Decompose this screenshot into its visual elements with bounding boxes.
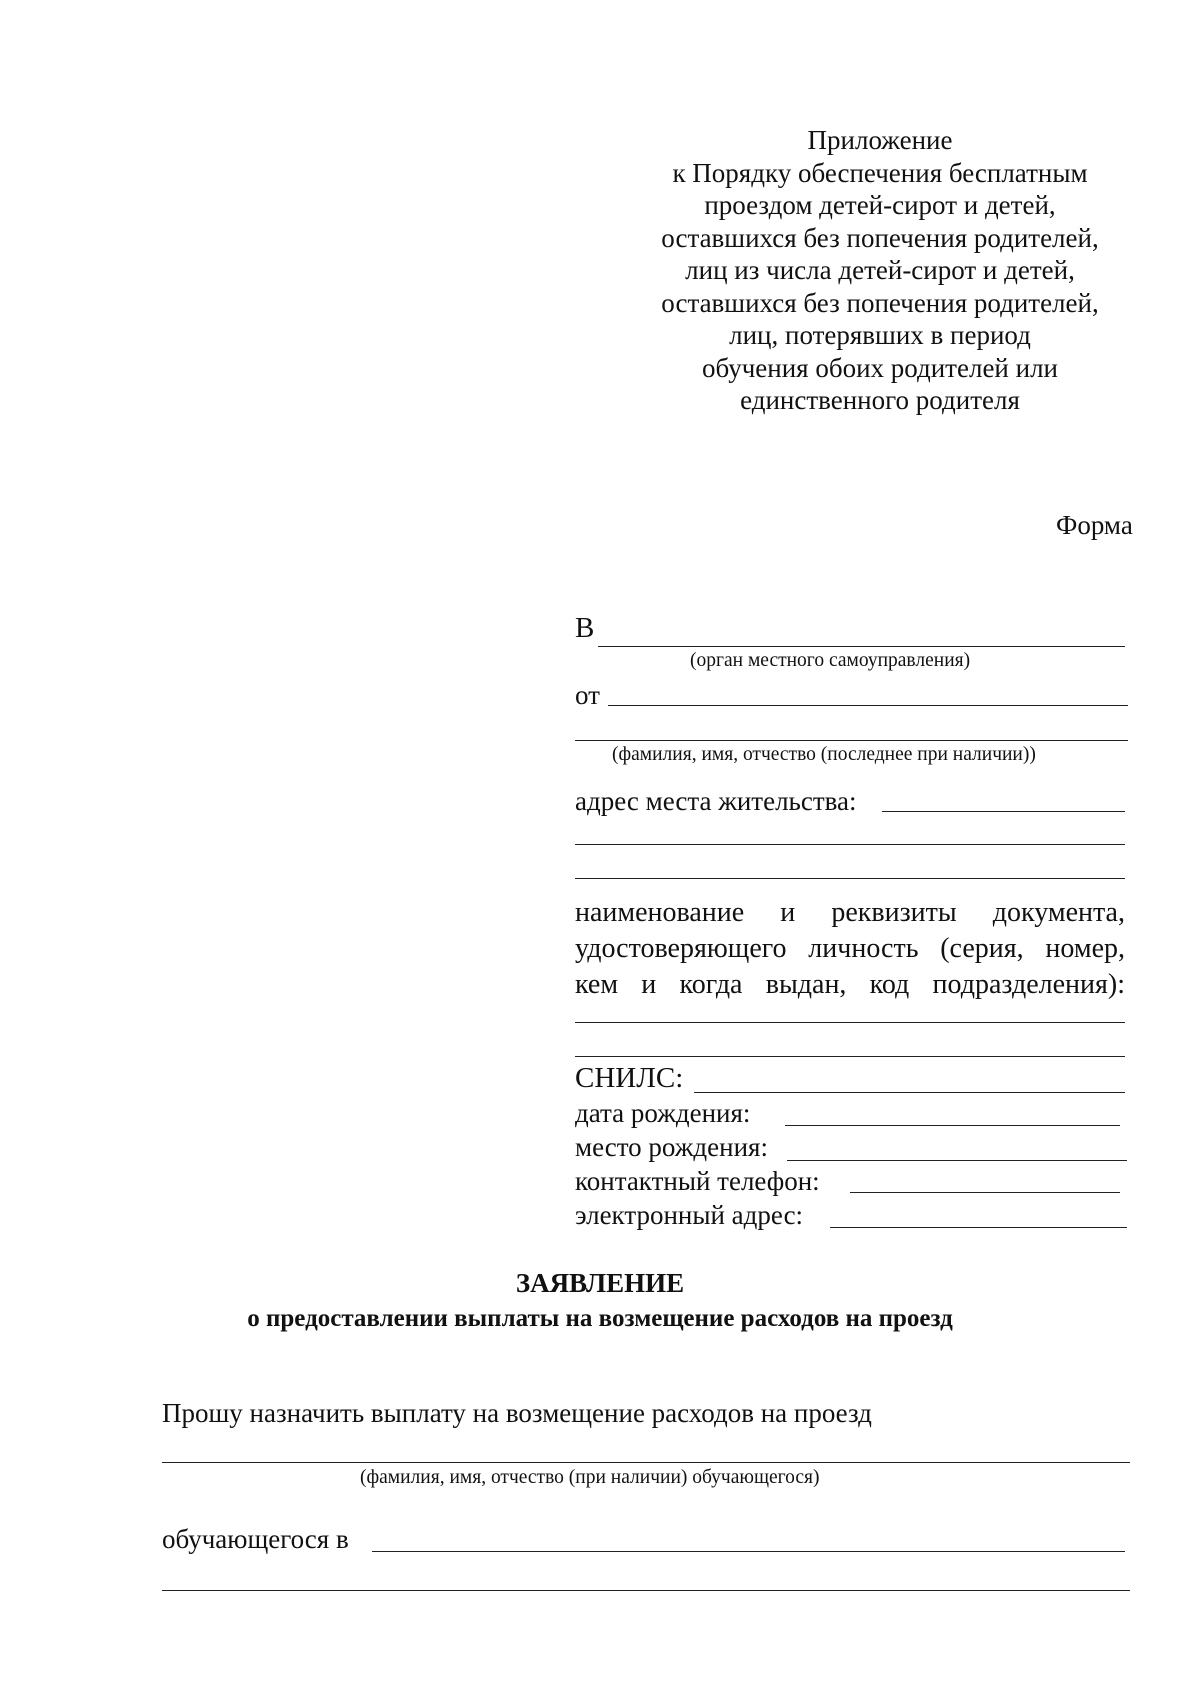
- birth-place-label: место рождения:: [575, 1132, 768, 1162]
- address-field-line3[interactable]: [575, 878, 1125, 879]
- institution-field-line2[interactable]: [162, 1590, 1130, 1591]
- appendix-line: оставшихся без попечения родителей,: [661, 222, 1099, 253]
- birth-place-field[interactable]: [787, 1160, 1127, 1161]
- from-name-field[interactable]: [608, 705, 1128, 706]
- birth-date-label: дата рождения:: [575, 1098, 751, 1128]
- appendix-line: обучения обоих родителей или: [702, 352, 1058, 383]
- student-name-hint: (фамилия, имя, отчество (при наличии) обучающегося): [360, 1467, 820, 1488]
- id-document-label: [575, 895, 1125, 1003]
- institution-field[interactable]: [372, 1551, 1125, 1552]
- birth-date-field[interactable]: [785, 1125, 1120, 1126]
- address-label: адрес места жительства:: [575, 786, 857, 816]
- appendix-line: лиц из числа детей-сирот и детей,: [685, 255, 1075, 285]
- student-name-field[interactable]: [162, 1462, 1130, 1463]
- id-document-field[interactable]: [575, 1022, 1125, 1023]
- appendix-line: Приложение: [807, 125, 953, 155]
- appendix-line: проездом детей-сирот и детей,: [704, 190, 1056, 220]
- appendix-line: к Порядку обеспечения бесплатным: [672, 157, 1088, 188]
- from-prefix: от: [575, 680, 600, 710]
- id-document-line: наименование и реквизиты документа,: [575, 897, 1125, 928]
- address-field-line2[interactable]: [575, 844, 1125, 845]
- address-field[interactable]: [882, 811, 1125, 812]
- appendix-line: единственного родителя: [740, 385, 1020, 415]
- name-hint: (фамилия, имя, отчество (последнее при наличии)): [612, 744, 1036, 765]
- document-title: ЗАЯВЛЕНИЕ: [515, 1268, 685, 1298]
- snils-field[interactable]: [694, 1092, 1125, 1093]
- to-prefix: В: [575, 612, 595, 644]
- phone-label: контактный телефон:: [575, 1166, 820, 1196]
- phone-field[interactable]: [850, 1192, 1120, 1193]
- studying-in-label: обучающегося в: [162, 1524, 349, 1554]
- appendix-line: лиц, потерявших в период: [729, 320, 1031, 350]
- email-field[interactable]: [830, 1227, 1127, 1228]
- id-document-line: кем и когда выдан, код подразделения):: [575, 969, 1125, 1000]
- document-subtitle: о предоставлении выплаты на возмещение расходов на проезд: [247, 1305, 953, 1332]
- form-label: Форма: [1056, 510, 1133, 540]
- id-document-line: удостоверяющего личность (серия, номер,: [575, 933, 1125, 964]
- email-label: электронный адрес:: [575, 1200, 804, 1230]
- appendix-line: оставшихся без попечения родителей,: [661, 287, 1099, 318]
- request-text: Прошу назначить выплату на возмещение расходов на проезд: [162, 1398, 872, 1428]
- appendix-block: [600, 124, 1160, 417]
- id-document-field-line2[interactable]: [575, 1056, 1125, 1057]
- snils-label: СНИЛС:: [575, 1062, 684, 1094]
- from-name-field-line2[interactable]: [575, 740, 1128, 741]
- to-authority-hint: (орган местного самоуправления): [690, 650, 971, 671]
- to-authority-field[interactable]: [598, 646, 1125, 647]
